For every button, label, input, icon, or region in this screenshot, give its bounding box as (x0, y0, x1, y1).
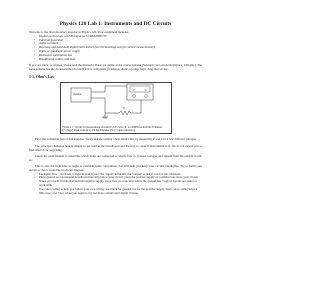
list-item: – Place ground on a horizontal breadboard bus strip below your circuit; place the positive supply on a similar bus above your circuit. When you reach circuits that include negative supply, place that on a bus strip below the ground bus. Logical layouts are easier to work with. (39, 176, 202, 187)
wire-top (91, 86, 127, 92)
paragraph-principal: The principal challenge here is simply to get used to the breadboard and the way to connect instruments to it. We do not expect you to find Ohm's Law surprising. (29, 143, 202, 152)
list-item: – Use color coding to help you follow your own wiring: use black for ground, red for the positive supply. Such color coding helps a little now; a lot later, when you begin to lay out more complicated digital circuits. (39, 188, 202, 196)
tips-list (29, 173, 202, 196)
supply-label: Variable (72, 93, 82, 97)
list-item: • Resistance substitution box (39, 54, 202, 58)
list-item: • Function generator (39, 39, 202, 43)
paragraph-first: First, the pedestrian part of this exercise: Verify that the resistor obeys Ohm's law, by measuring V and I for a few different voltages. (35, 137, 197, 142)
list-item: • Digital oscilloscope w/USB output for SCREENSHOTS (39, 35, 202, 39)
intro-paragraph: Welcome to the first laboratory exercise in Physics 120. Your equipment includes: (29, 30, 130, 34)
figure-caption: Figure 1-1: Circuit for measurement of resistor's I-V curve. R₁ is a DMM for both the Voltmeter ("voltage" input resistance) and the Ammeter ("low" input resistance). (62, 125, 163, 132)
equipment-list (29, 35, 202, 62)
meter-jack-a (144, 95, 147, 98)
meter-a-label: A (144, 89, 147, 93)
figure-1-1 (60, 82, 172, 134)
list-item: – Let signal flow – from left to right in your layout; the “input” is the left, the “output” is just it, read on the schematic. (39, 173, 202, 177)
paragraph-check: Check the parts manual to determine which holes are connected to which, how to connect voltages and signals from the outside world, etc. (29, 153, 202, 162)
list-item: • Benchtop and hand-held digital multi-meters (use the benchtop unit for current measurements) (39, 46, 202, 50)
manuals-paragraph: If you are stuck, or curious, please read the manuals! These are online at the course website (Neuroph ysics.ucsd.edu/physics_120a.php). The same website has the documentation for each active component (transistor, diode, op-amp, logic chip) that we use. (29, 62, 202, 71)
wire-bottom (91, 98, 119, 113)
page-title: Physics 120 Lab 1: Instruments and DC Circuits (59, 21, 172, 27)
list-item: • Breadboard, cables, and tools (39, 58, 202, 62)
list-item: • Triple or quadruple power supply (39, 50, 202, 54)
meter-jack-v (132, 95, 135, 98)
list-item: • Audio oscillator (39, 42, 202, 46)
meter-v-label: V (132, 89, 135, 93)
paragraph-conventions: This is also the right time to begin to establish some conventions that will help you keep your circuits intelligible. Try to build your circuit so that it looks like its circuit diagram: (29, 163, 202, 172)
section-heading: 1-1. Ohm's Law (29, 75, 55, 80)
resistor-label: R (122, 107, 125, 111)
